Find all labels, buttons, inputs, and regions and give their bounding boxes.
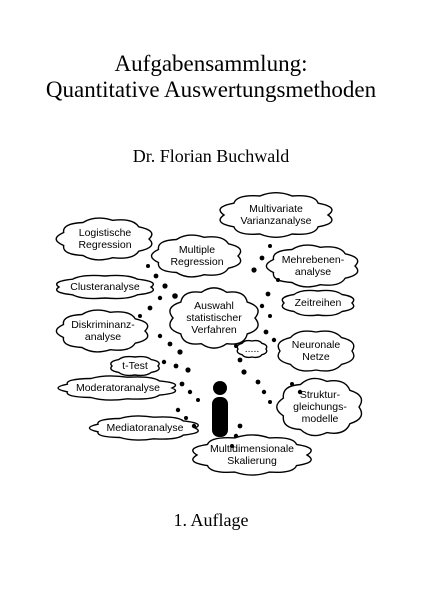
- thought-dot: [162, 360, 166, 364]
- thought-dot: [260, 304, 264, 308]
- thought-dot: [188, 390, 192, 394]
- thought-dot: [185, 367, 190, 372]
- cloud-label-auswahl: [173, 300, 255, 336]
- cloud-label-line: Clusteranalyse: [70, 281, 140, 293]
- thought-dot: [196, 398, 200, 402]
- cloud-label-line: gleichungs-: [293, 401, 347, 413]
- cloud-label-multiple: [156, 244, 238, 268]
- cloud-label-mediator: [95, 422, 195, 434]
- cloud-label-line: Multidimensionale: [209, 443, 295, 455]
- thought-dot: [290, 382, 294, 386]
- cloud-label-cluster: [59, 281, 151, 293]
- cloud-label-line: Regression: [78, 239, 132, 251]
- cloud-label-moderator: [64, 382, 172, 394]
- cloud-label-neuronale: [280, 339, 352, 363]
- cloud-label-line: analyse: [294, 266, 332, 278]
- cloud-label-struktur: [281, 389, 359, 425]
- thought-dot: [234, 434, 238, 438]
- thought-dot: [158, 296, 162, 300]
- cloud-label-mehrebenen: [271, 254, 355, 278]
- author: Dr. Florian Buchwald: [132, 146, 290, 166]
- thought-dot: [154, 274, 159, 279]
- cloud-label-line: Auswahl: [194, 300, 234, 312]
- cloud-label-logistische: [61, 227, 149, 251]
- thought-dot: [176, 408, 180, 412]
- cloud-label-line: Multivariate: [249, 203, 303, 215]
- cloud-label-line: Mediatoranalyse: [106, 422, 184, 434]
- thought-dot: [168, 342, 173, 347]
- thought-dot: [268, 314, 272, 318]
- thought-dot: [260, 256, 265, 261]
- cloud-label-line: Netze: [302, 351, 330, 363]
- cloud-label-diskriminanz: [61, 319, 145, 343]
- edition: 1. Auflage: [173, 510, 249, 530]
- title-line-1: Aufgabensammlung:: [114, 51, 308, 76]
- thought-dot: [266, 292, 271, 297]
- cloud-label-line: Regression: [170, 256, 224, 268]
- title-line-2: Quantitative Auswertungsmethoden: [45, 77, 377, 102]
- cloud-label-line: Diskriminanz-: [71, 319, 135, 331]
- thought-dot: [251, 267, 256, 272]
- cloud-label-line: Skalierung: [227, 455, 277, 467]
- thought-dot: [238, 358, 243, 363]
- thought-dot: [262, 390, 266, 394]
- thought-dot: [264, 330, 269, 335]
- thought-dot: [148, 306, 153, 311]
- thought-dot: [241, 369, 246, 374]
- thought-dot: [180, 382, 185, 387]
- cloud-label-line: t-Test: [122, 360, 148, 372]
- thought-dot: [238, 424, 243, 429]
- cloud-label-line: .....: [244, 343, 260, 355]
- cloud-label-line: Moderatoranalyse: [75, 382, 161, 394]
- cloud-label-line: statistischer: [186, 312, 242, 324]
- cloud-label-zeitreihen: [284, 297, 352, 309]
- thought-dot: [276, 278, 280, 282]
- cloud-label-line: Zeitreihen: [294, 297, 342, 309]
- thought-dot: [138, 314, 142, 318]
- cloud-label-line: modelle: [301, 413, 339, 425]
- cloud-label-line: Varianzanalyse: [240, 215, 312, 227]
- cloud-label-line: Neuronale: [291, 339, 341, 351]
- cloud-label-ttest: [112, 360, 158, 372]
- thought-dot: [177, 349, 182, 354]
- thought-dot: [268, 400, 272, 404]
- cloud-label-line: Mehrebenen-: [281, 254, 345, 266]
- cloud-label-line: Logistische: [78, 227, 132, 239]
- thought-dot: [184, 416, 188, 420]
- cloud-label-line: analyse: [84, 331, 122, 343]
- cloud-label-line: Verfahren: [191, 324, 237, 336]
- cloud-label-line: Multiple: [178, 244, 216, 256]
- thought-dot: [158, 334, 162, 338]
- thought-dot: [272, 338, 276, 342]
- thought-dot: [174, 364, 179, 369]
- cloud-label-line: Struktur-: [299, 389, 341, 401]
- thought-dot: [162, 283, 167, 288]
- thought-dot: [146, 264, 150, 268]
- thought-dot: [172, 293, 178, 299]
- cloud-label-ellipsis: [238, 343, 266, 355]
- thought-dot: [268, 244, 272, 248]
- cloud-label-multidim: [197, 443, 307, 467]
- cloud-label-multivariate: [224, 203, 328, 227]
- thought-dot: [256, 380, 261, 385]
- person-silhouette-icon: [212, 381, 228, 437]
